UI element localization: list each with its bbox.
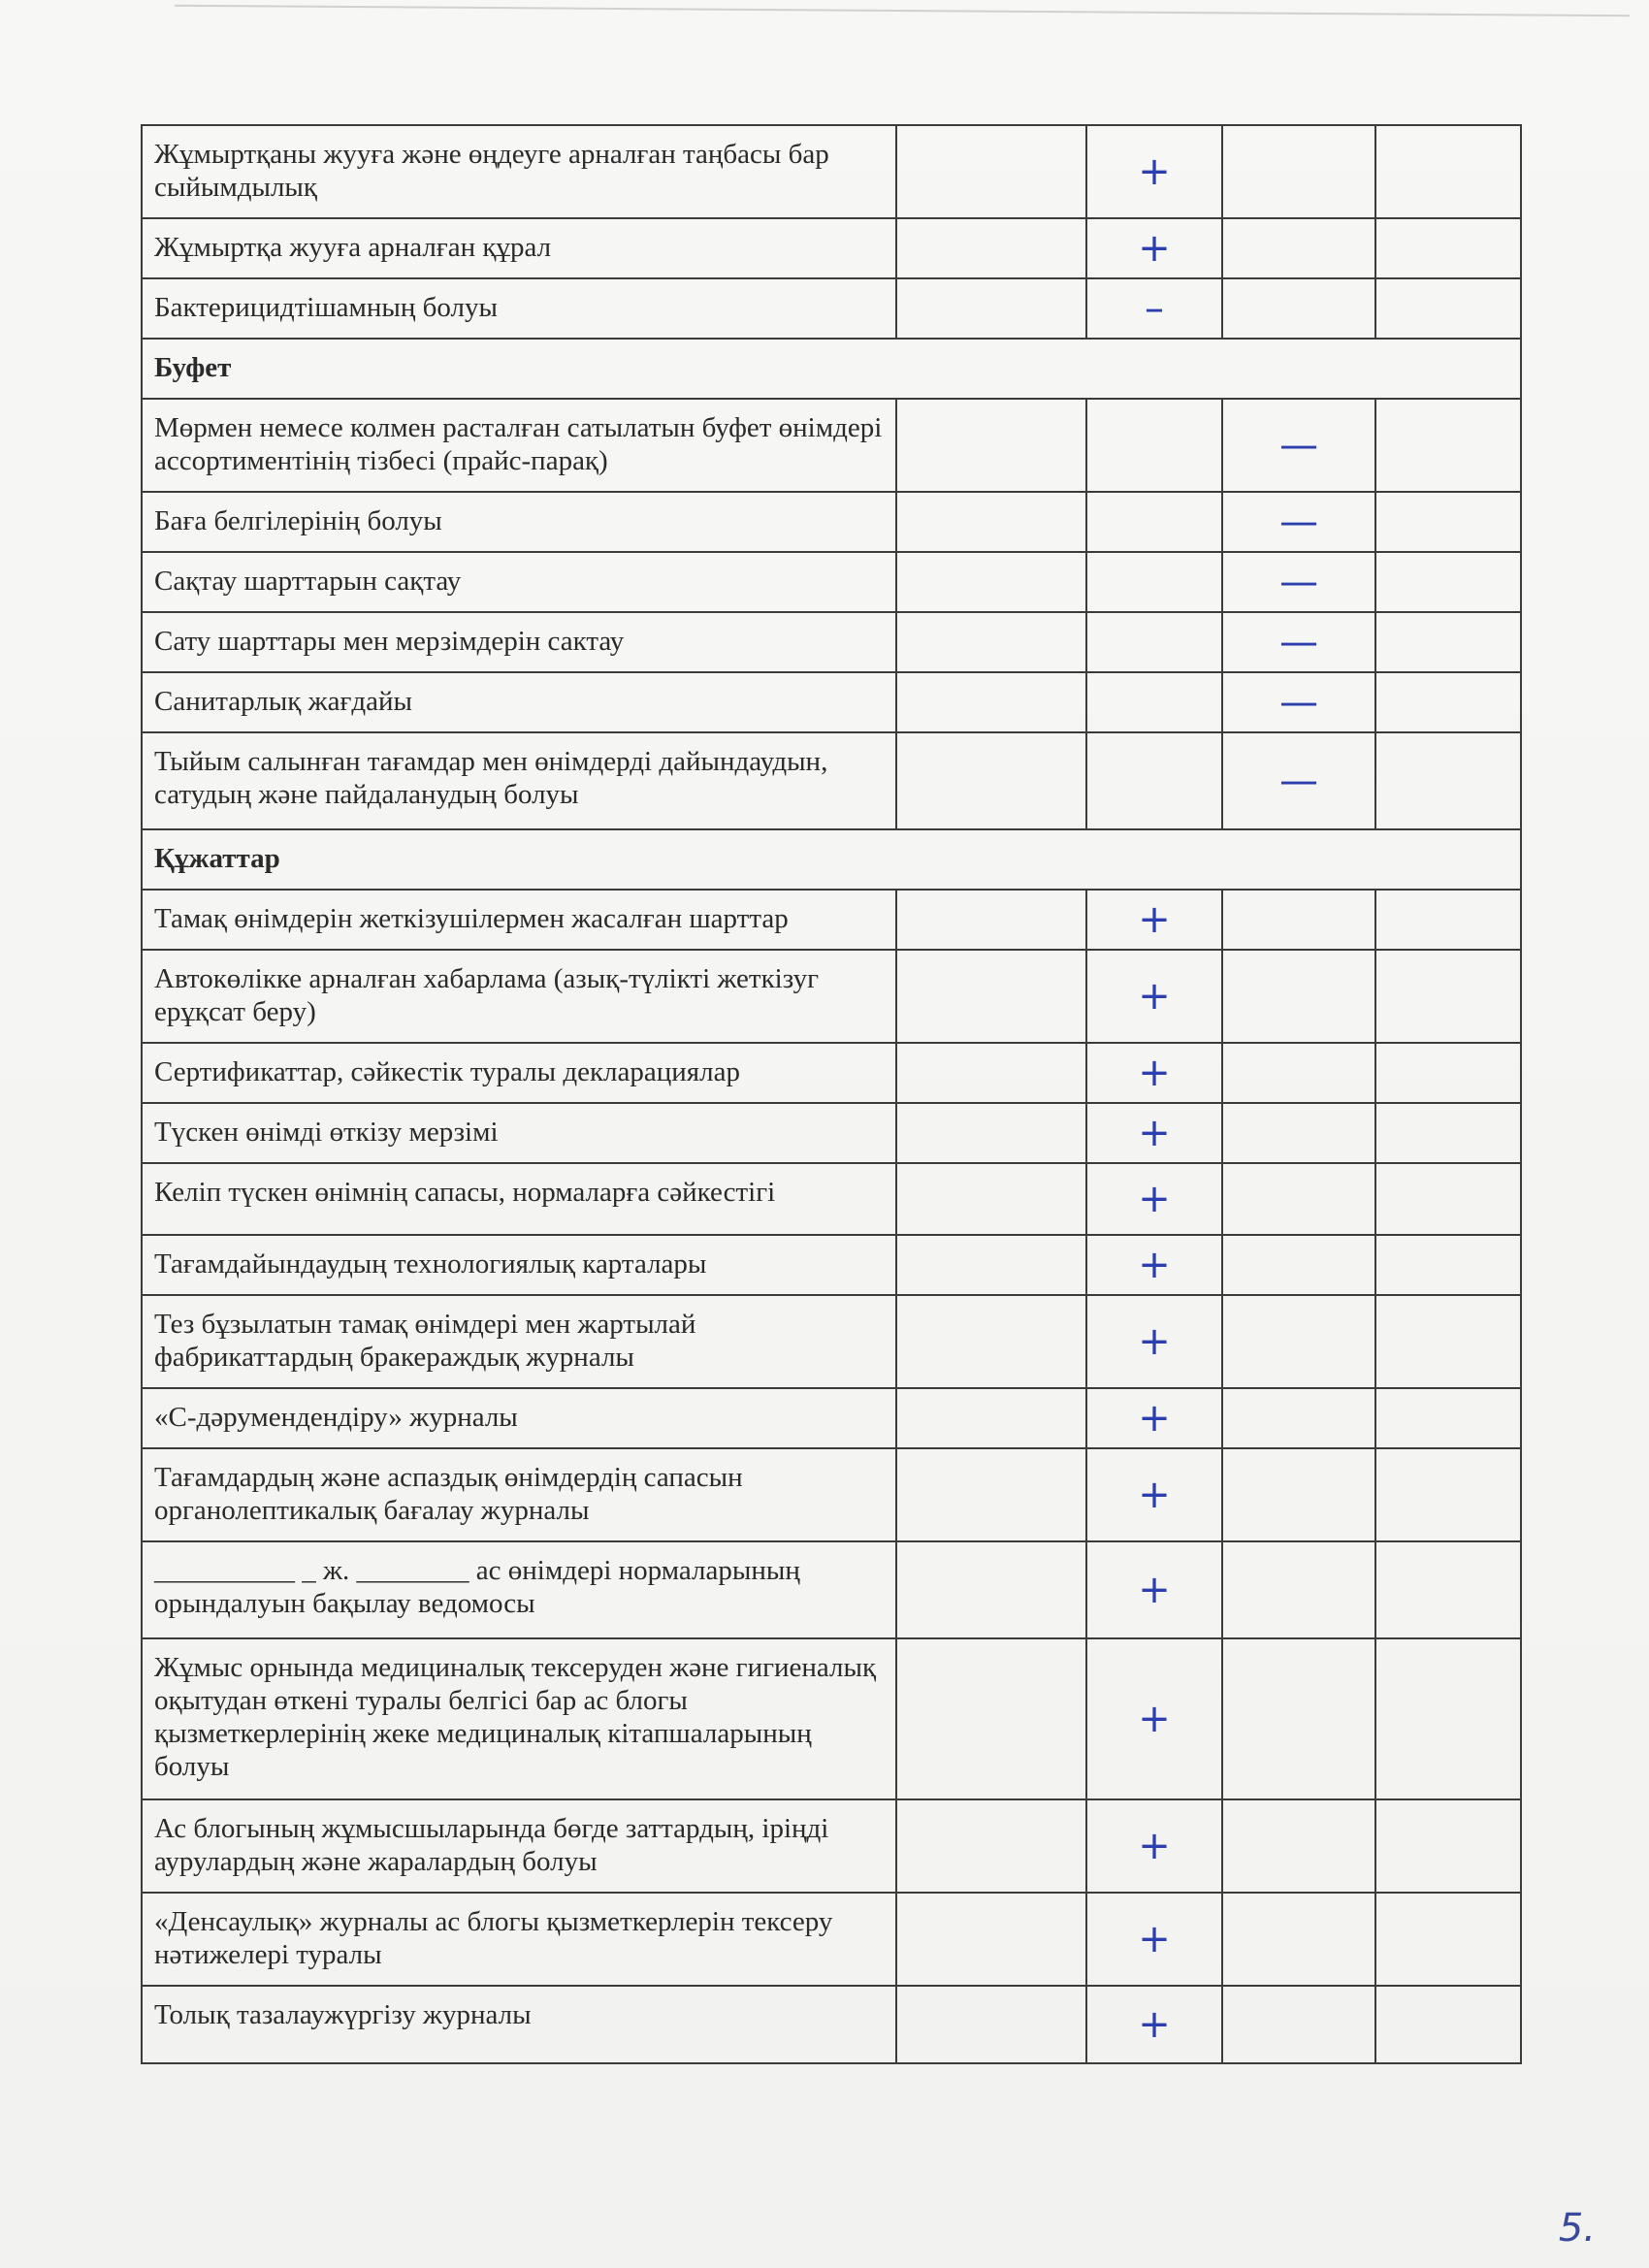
mark-cell	[896, 890, 1086, 950]
mark-cell: +	[1086, 1235, 1222, 1295]
mark-cell: +	[1086, 1448, 1222, 1541]
mark-cell	[1086, 612, 1222, 672]
table-row	[142, 1043, 1521, 1103]
requirement-text: Сату шарттары мен мерзімдерін сактау	[142, 612, 896, 672]
mark-cell	[1375, 125, 1521, 218]
table-row	[142, 1103, 1521, 1163]
requirement-text: Баға белгілерінің болуы	[142, 492, 896, 552]
mark-cell	[896, 1043, 1086, 1103]
mark-cell	[1086, 672, 1222, 732]
mark-cell: —	[1222, 612, 1375, 672]
requirement-text: Жұмыртқаны жууға және өңдеуге арналған таңбасы бар сыйымдылық	[142, 125, 896, 218]
mark-cell: +	[1086, 1163, 1222, 1235]
mark-cell	[1222, 1893, 1375, 1986]
mark-cell: —	[1222, 492, 1375, 552]
mark-cell	[1375, 492, 1521, 552]
table-row	[142, 218, 1521, 278]
mark-cell	[896, 1638, 1086, 1799]
table-row	[142, 1163, 1521, 1235]
table-row	[142, 278, 1521, 339]
requirement-text: Толық тазалаужүргізу журналы	[142, 1986, 896, 2063]
table-row	[142, 890, 1521, 950]
section-header: Буфет	[142, 339, 1521, 399]
mark-cell	[1222, 1541, 1375, 1638]
mark-cell: —	[1222, 672, 1375, 732]
page-number: 5.	[1558, 2206, 1596, 2251]
mark-cell	[896, 1388, 1086, 1448]
mark-cell	[1222, 1638, 1375, 1799]
mark-cell	[1375, 732, 1521, 829]
table-row	[142, 1893, 1521, 1986]
mark-cell	[1375, 1043, 1521, 1103]
mark-cell	[896, 1799, 1086, 1893]
requirement-text: Жұмыртқа жууға арналған құрал	[142, 218, 896, 278]
requirement-text: Сақтау шарттарын сақтау	[142, 552, 896, 612]
mark-cell	[896, 612, 1086, 672]
mark-cell	[896, 125, 1086, 218]
mark-cell	[1375, 1799, 1521, 1893]
mark-cell	[1086, 732, 1222, 829]
table-row	[142, 1986, 1521, 2063]
mark-cell: +	[1086, 1893, 1222, 1986]
mark-cell	[896, 672, 1086, 732]
mark-cell	[1222, 278, 1375, 339]
requirement-text: Тыйым салынған тағамдар мен өнімдерді дайындаудын, сатудың және пайдаланудың болуы	[142, 732, 896, 829]
mark-cell: —	[1222, 552, 1375, 612]
mark-cell	[1375, 1893, 1521, 1986]
mark-cell	[896, 218, 1086, 278]
mark-cell	[1222, 1163, 1375, 1235]
table-row	[142, 1799, 1521, 1893]
requirement-text: Тамақ өнімдерін жеткізушілермен жасалған шарттар	[142, 890, 896, 950]
section-row	[142, 829, 1521, 890]
table-row	[142, 1235, 1521, 1295]
mark-cell: +	[1086, 1638, 1222, 1799]
mark-cell	[1375, 890, 1521, 950]
mark-cell	[1222, 1388, 1375, 1448]
mark-cell	[896, 1541, 1086, 1638]
mark-cell: +	[1086, 950, 1222, 1043]
mark-cell	[896, 1986, 1086, 2063]
requirement-text: __________ _ ж. ________ ас өнімдері нормаларының орындалуын бақылау ведомосы	[142, 1541, 896, 1638]
mark-cell	[896, 552, 1086, 612]
paper-edge	[175, 0, 1630, 16]
table-row	[142, 950, 1521, 1043]
table-row	[142, 672, 1521, 732]
mark-cell	[896, 1103, 1086, 1163]
mark-cell	[1375, 1448, 1521, 1541]
mark-cell	[1222, 125, 1375, 218]
mark-cell: —	[1222, 399, 1375, 492]
mark-cell	[896, 732, 1086, 829]
requirement-text: «С-дәрумендендіру» журналы	[142, 1388, 896, 1448]
mark-cell: +	[1086, 1986, 1222, 2063]
mark-cell	[1375, 552, 1521, 612]
requirement-text: Бактерицидтішамның болуы	[142, 278, 896, 339]
mark-cell: +	[1086, 890, 1222, 950]
mark-cell	[896, 492, 1086, 552]
requirement-text: Автокөлікке арналған хабарлама (азық-түлікті жеткізуг ерұқсат беру)	[142, 950, 896, 1043]
table-row	[142, 125, 1521, 218]
mark-cell: +	[1086, 1295, 1222, 1388]
mark-cell: +	[1086, 1103, 1222, 1163]
inspection-checklist-table	[141, 124, 1522, 2064]
table-row	[142, 1448, 1521, 1541]
mark-cell: —	[1222, 732, 1375, 829]
mark-cell: +	[1086, 1043, 1222, 1103]
mark-cell	[1375, 1163, 1521, 1235]
table-row	[142, 1295, 1521, 1388]
requirement-text: Түскен өнімді өткізу мерзімі	[142, 1103, 896, 1163]
mark-cell: +	[1086, 218, 1222, 278]
mark-cell	[1375, 612, 1521, 672]
requirement-text: Санитарлық жағдайы	[142, 672, 896, 732]
mark-cell	[896, 1295, 1086, 1388]
requirement-text: Мөрмен немесе колмен расталған сатылатын буфет өнімдері ассортиментінің тізбесі (прайс-парақ)	[142, 399, 896, 492]
mark-cell	[896, 950, 1086, 1043]
mark-cell	[1375, 218, 1521, 278]
mark-cell	[1222, 950, 1375, 1043]
mark-cell	[1375, 950, 1521, 1043]
table-row	[142, 492, 1521, 552]
table-row	[142, 612, 1521, 672]
mark-cell: +	[1086, 1541, 1222, 1638]
mark-cell	[1375, 399, 1521, 492]
mark-cell	[1222, 218, 1375, 278]
mark-cell	[1222, 1986, 1375, 2063]
requirement-text: Жұмыс орнында медициналық тексеруден және гигиеналық оқытудан өткені туралы белгісі бар ас блогы қызметкерлерінің жеке медициналық кітапшаларының болуы	[142, 1638, 896, 1799]
requirement-text: Ас блогының жұмысшыларында бөгде заттардың, іріңді аурулардың және жаралардың болуы	[142, 1799, 896, 1893]
mark-cell: +	[1086, 1799, 1222, 1893]
requirement-text: Сертификаттар, сәйкестік туралы декларациялар	[142, 1043, 896, 1103]
checklist-body	[142, 125, 1521, 2063]
mark-cell	[1375, 672, 1521, 732]
mark-cell	[1222, 1235, 1375, 1295]
mark-cell	[1375, 1638, 1521, 1799]
mark-cell	[1375, 1541, 1521, 1638]
table-row	[142, 1541, 1521, 1638]
mark-cell	[896, 1235, 1086, 1295]
mark-cell	[896, 1448, 1086, 1541]
mark-cell	[1222, 1448, 1375, 1541]
mark-cell	[1222, 1799, 1375, 1893]
requirement-text: «Денсаулық» журналы ас блогы қызметкерлерін тексеру нәтижелері туралы	[142, 1893, 896, 1986]
mark-cell	[1375, 278, 1521, 339]
table-row	[142, 732, 1521, 829]
mark-cell	[1375, 1295, 1521, 1388]
mark-cell	[896, 1163, 1086, 1235]
requirement-text: Тағамдардың және аспаздық өнімдердің сапасын органолептикалық бағалау журналы	[142, 1448, 896, 1541]
section-header: Құжаттар	[142, 829, 1521, 890]
mark-cell	[896, 278, 1086, 339]
section-row	[142, 339, 1521, 399]
mark-cell	[1086, 552, 1222, 612]
mark-cell	[1222, 890, 1375, 950]
mark-cell: +	[1086, 1388, 1222, 1448]
requirement-text: Келіп түскен өнімнің сапасы, нормаларға сәйкестігі	[142, 1163, 896, 1235]
mark-cell	[1375, 1235, 1521, 1295]
table-row	[142, 399, 1521, 492]
mark-cell	[1222, 1043, 1375, 1103]
table-row	[142, 1388, 1521, 1448]
mark-cell	[1086, 399, 1222, 492]
requirement-text: Тағамдайындаудың технологиялық карталары	[142, 1235, 896, 1295]
mark-cell	[896, 1893, 1086, 1986]
table-row	[142, 1638, 1521, 1799]
mark-cell	[1086, 492, 1222, 552]
table-row	[142, 552, 1521, 612]
mark-cell: –	[1086, 278, 1222, 339]
mark-cell	[1375, 1103, 1521, 1163]
mark-cell	[1222, 1103, 1375, 1163]
mark-cell	[1375, 1986, 1521, 2063]
requirement-text: Тез бұзылатын тамақ өнімдері мен жартылай фабрикаттардың бракераждық журналы	[142, 1295, 896, 1388]
mark-cell	[1222, 1295, 1375, 1388]
mark-cell	[896, 399, 1086, 492]
mark-cell: +	[1086, 125, 1222, 218]
mark-cell	[1375, 1388, 1521, 1448]
